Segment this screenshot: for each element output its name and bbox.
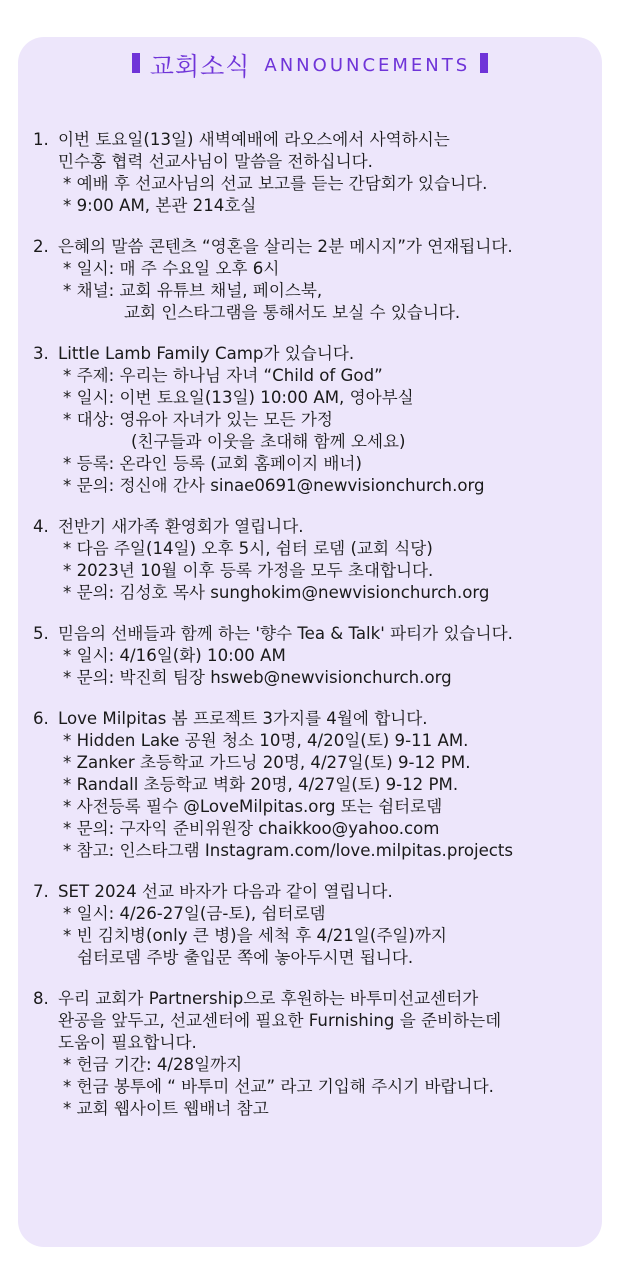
item-detail: * 참고: 인스타그램 Instagram.com/love.milpitas.projects: [63, 841, 514, 860]
item-text: 우리 교회가 Partnership으로 후원하는 바투미선교센터가: [58, 989, 479, 1008]
item-detail-continued: 교회 인스타그램을 통해서도 보실 수 있습니다.: [124, 303, 461, 322]
item-detail: * 문의: 구자익 준비위원장 chaikkoo@yahoo.com: [63, 819, 440, 838]
item-detail: * 다음 주일(14일) 오후 5시, 쉼터 로뎀 (교회 식당): [63, 539, 433, 558]
announcement-item-7: [33, 881, 599, 969]
item-detail: * 일시: 4/26-27일(금-토), 쉼터로뎀: [63, 904, 326, 923]
item-detail: * 등록: 온라인 등록 (교회 홈페이지 배너): [63, 454, 362, 473]
item-number: 2.: [33, 237, 49, 256]
item-number: 7.: [33, 882, 49, 901]
item-detail: * 교회 웹사이트 웹배너 참고: [63, 1099, 269, 1118]
item-detail: * 주제: 우리는 하나님 자녀 “Child of God”: [63, 366, 383, 385]
item-detail: * 빈 김치병(only 큰 병)을 세척 후 4/21일(주일)까지: [63, 926, 447, 945]
title-korean: 교회소식: [149, 52, 251, 81]
item-text: 은혜의 말씀 콘텐츠 “영혼을 살리는 2분 메시지”가 연재됩니다.: [58, 237, 513, 256]
header-bar-right: [480, 53, 488, 73]
item-text: Love Milpitas 봄 프로젝트 3가지를 4월에 합니다.: [58, 709, 428, 728]
announcement-item-2: [33, 236, 599, 324]
announcements-card: [18, 37, 602, 1247]
item-detail: * 9:00 AM, 본관 214호실: [63, 196, 257, 215]
announcement-item-5: [33, 623, 599, 689]
item-number: 3.: [33, 344, 49, 363]
item-detail: * 문의: 김성호 목사 sunghokim@newvisionchurch.org: [63, 583, 490, 602]
item-text: 이번 토요일(13일) 새벽예배에 라오스에서 사역하시는: [58, 130, 450, 149]
item-detail: * 예배 후 선교사님의 선교 보고를 듣는 간담회가 있습니다.: [63, 174, 488, 193]
item-detail: * 헌금 기간: 4/28일까지: [63, 1055, 243, 1074]
item-detail: * 채널: 교회 유튜브 채널, 페이스북,: [63, 281, 323, 300]
item-detail-continued: 쉼터로뎀 주방 출입문 쪽에 놓아두시면 됩니다.: [77, 948, 414, 967]
item-text: SET 2024 선교 바자가 다음과 같이 열립니다.: [58, 882, 393, 901]
item-number: 1.: [33, 130, 49, 149]
item-number: 6.: [33, 709, 49, 728]
item-detail: * Zanker 초등학교 가드닝 20명, 4/27일(토) 9-12 PM.: [63, 753, 471, 772]
announcement-item-4: [33, 516, 599, 604]
item-detail: * 일시: 이번 토요일(13일) 10:00 AM, 영아부실: [63, 388, 414, 407]
header-bar-left: [132, 53, 140, 73]
item-detail: * 사전등록 필수 @LoveMilpitas.org 또는 쉼터로뎀: [63, 797, 443, 816]
announcement-item-1: [33, 129, 599, 217]
item-detail: * 문의: 정신애 간사 sinae0691@newvisionchurch.org: [63, 476, 485, 495]
item-number: 4.: [33, 517, 49, 536]
item-detail: * 일시: 매 주 수요일 오후 6시: [63, 259, 280, 278]
item-text: Little Lamb Family Camp가 있습니다.: [58, 344, 355, 363]
item-detail: * 2023년 10월 이후 등록 가정을 모두 초대합니다.: [63, 561, 434, 580]
item-text: 전반기 새가족 환영회가 열립니다.: [58, 517, 304, 536]
item-detail: * 헌금 봉투에 “ 바투미 선교” 라고 기입해 주시기 바랍니다.: [63, 1077, 494, 1096]
item-text: 도움이 필요합니다.: [58, 1033, 197, 1052]
item-detail: * 대상: 영유아 자녀가 있는 모든 가정: [63, 410, 333, 429]
item-detail-continued: (친구들과 이웃을 초대해 함께 오세요): [131, 432, 406, 451]
announcement-list: [33, 129, 599, 1139]
announcement-item-8: [33, 988, 599, 1120]
announcement-item-6: [33, 708, 599, 862]
announcements-header: [18, 47, 602, 83]
item-detail: * 문의: 박진희 팀장 hsweb@newvisionchurch.org: [63, 668, 452, 687]
item-detail: * Randall 초등학교 벽화 20명, 4/27일(토) 9-12 PM.: [63, 775, 459, 794]
item-detail: * 일시: 4/16일(화) 10:00 AM: [63, 646, 286, 665]
announcement-item-3: [33, 343, 599, 497]
item-text: 완공을 앞두고, 선교센터에 필요한 Furnishing 을 준비하는데: [58, 1011, 502, 1030]
item-text: 민수홍 협력 선교사님이 말씀을 전하십니다.: [58, 152, 373, 171]
item-text: 믿음의 선배들과 함께 하는 '향수 Tea & Talk' 파티가 있습니다.: [58, 624, 513, 643]
title-english: ANNOUNCEMENTS: [264, 54, 471, 76]
item-number: 5.: [33, 624, 49, 643]
item-number: 8.: [33, 989, 49, 1008]
item-detail: * Hidden Lake 공원 청소 10명, 4/20일(토) 9-11 AM.: [63, 731, 469, 750]
